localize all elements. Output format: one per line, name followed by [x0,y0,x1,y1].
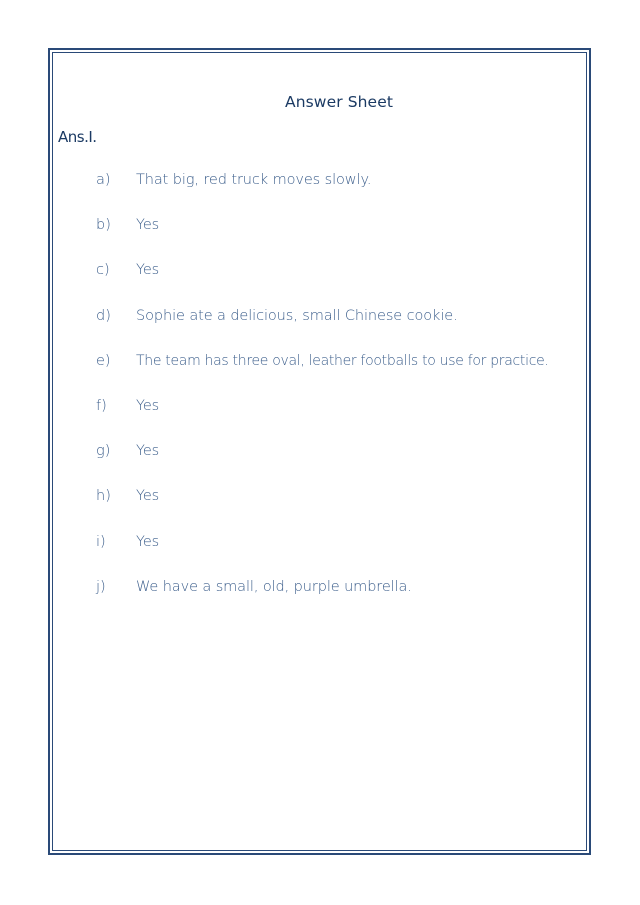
answer-row-d [0,308,640,332]
answer-row-h [0,488,640,512]
answer-text: We have a small, old, purple umbrella. [136,579,412,595]
answer-row-b [0,217,640,241]
answer-row-c [0,262,640,286]
answer-text: Sophie ate a delicious, small Chinese cookie. [136,308,458,324]
section-label: Ans.I. [58,128,97,146]
answer-row-e [0,353,640,377]
answer-letter: h) [96,488,111,504]
answer-letter: b) [96,217,111,233]
answer-row-a [0,172,640,196]
answer-text: Yes [136,217,160,233]
answer-text: Yes [136,443,160,459]
answer-row-g [0,443,640,467]
answer-letter: j) [96,579,106,595]
answer-text: Yes [136,398,160,414]
answer-text: The team has three oval, leather footballs to use for practice. [136,353,549,369]
answer-letter: f) [96,398,107,414]
page-title: Answer Sheet [284,93,394,111]
answer-letter: a) [96,172,111,188]
answer-text: Yes [136,534,160,550]
answer-letter: g) [96,443,111,459]
answer-letter: i) [96,534,106,550]
answer-row-i [0,534,640,558]
answer-letter: e) [96,353,111,369]
answer-row-j [0,579,640,603]
answer-letter: c) [96,262,110,278]
answer-text: Yes [136,262,160,278]
answer-row-f [0,398,640,422]
answer-letter: d) [96,308,111,324]
answer-text: Yes [136,488,160,504]
answer-text: That big, red truck moves slowly. [136,172,372,188]
